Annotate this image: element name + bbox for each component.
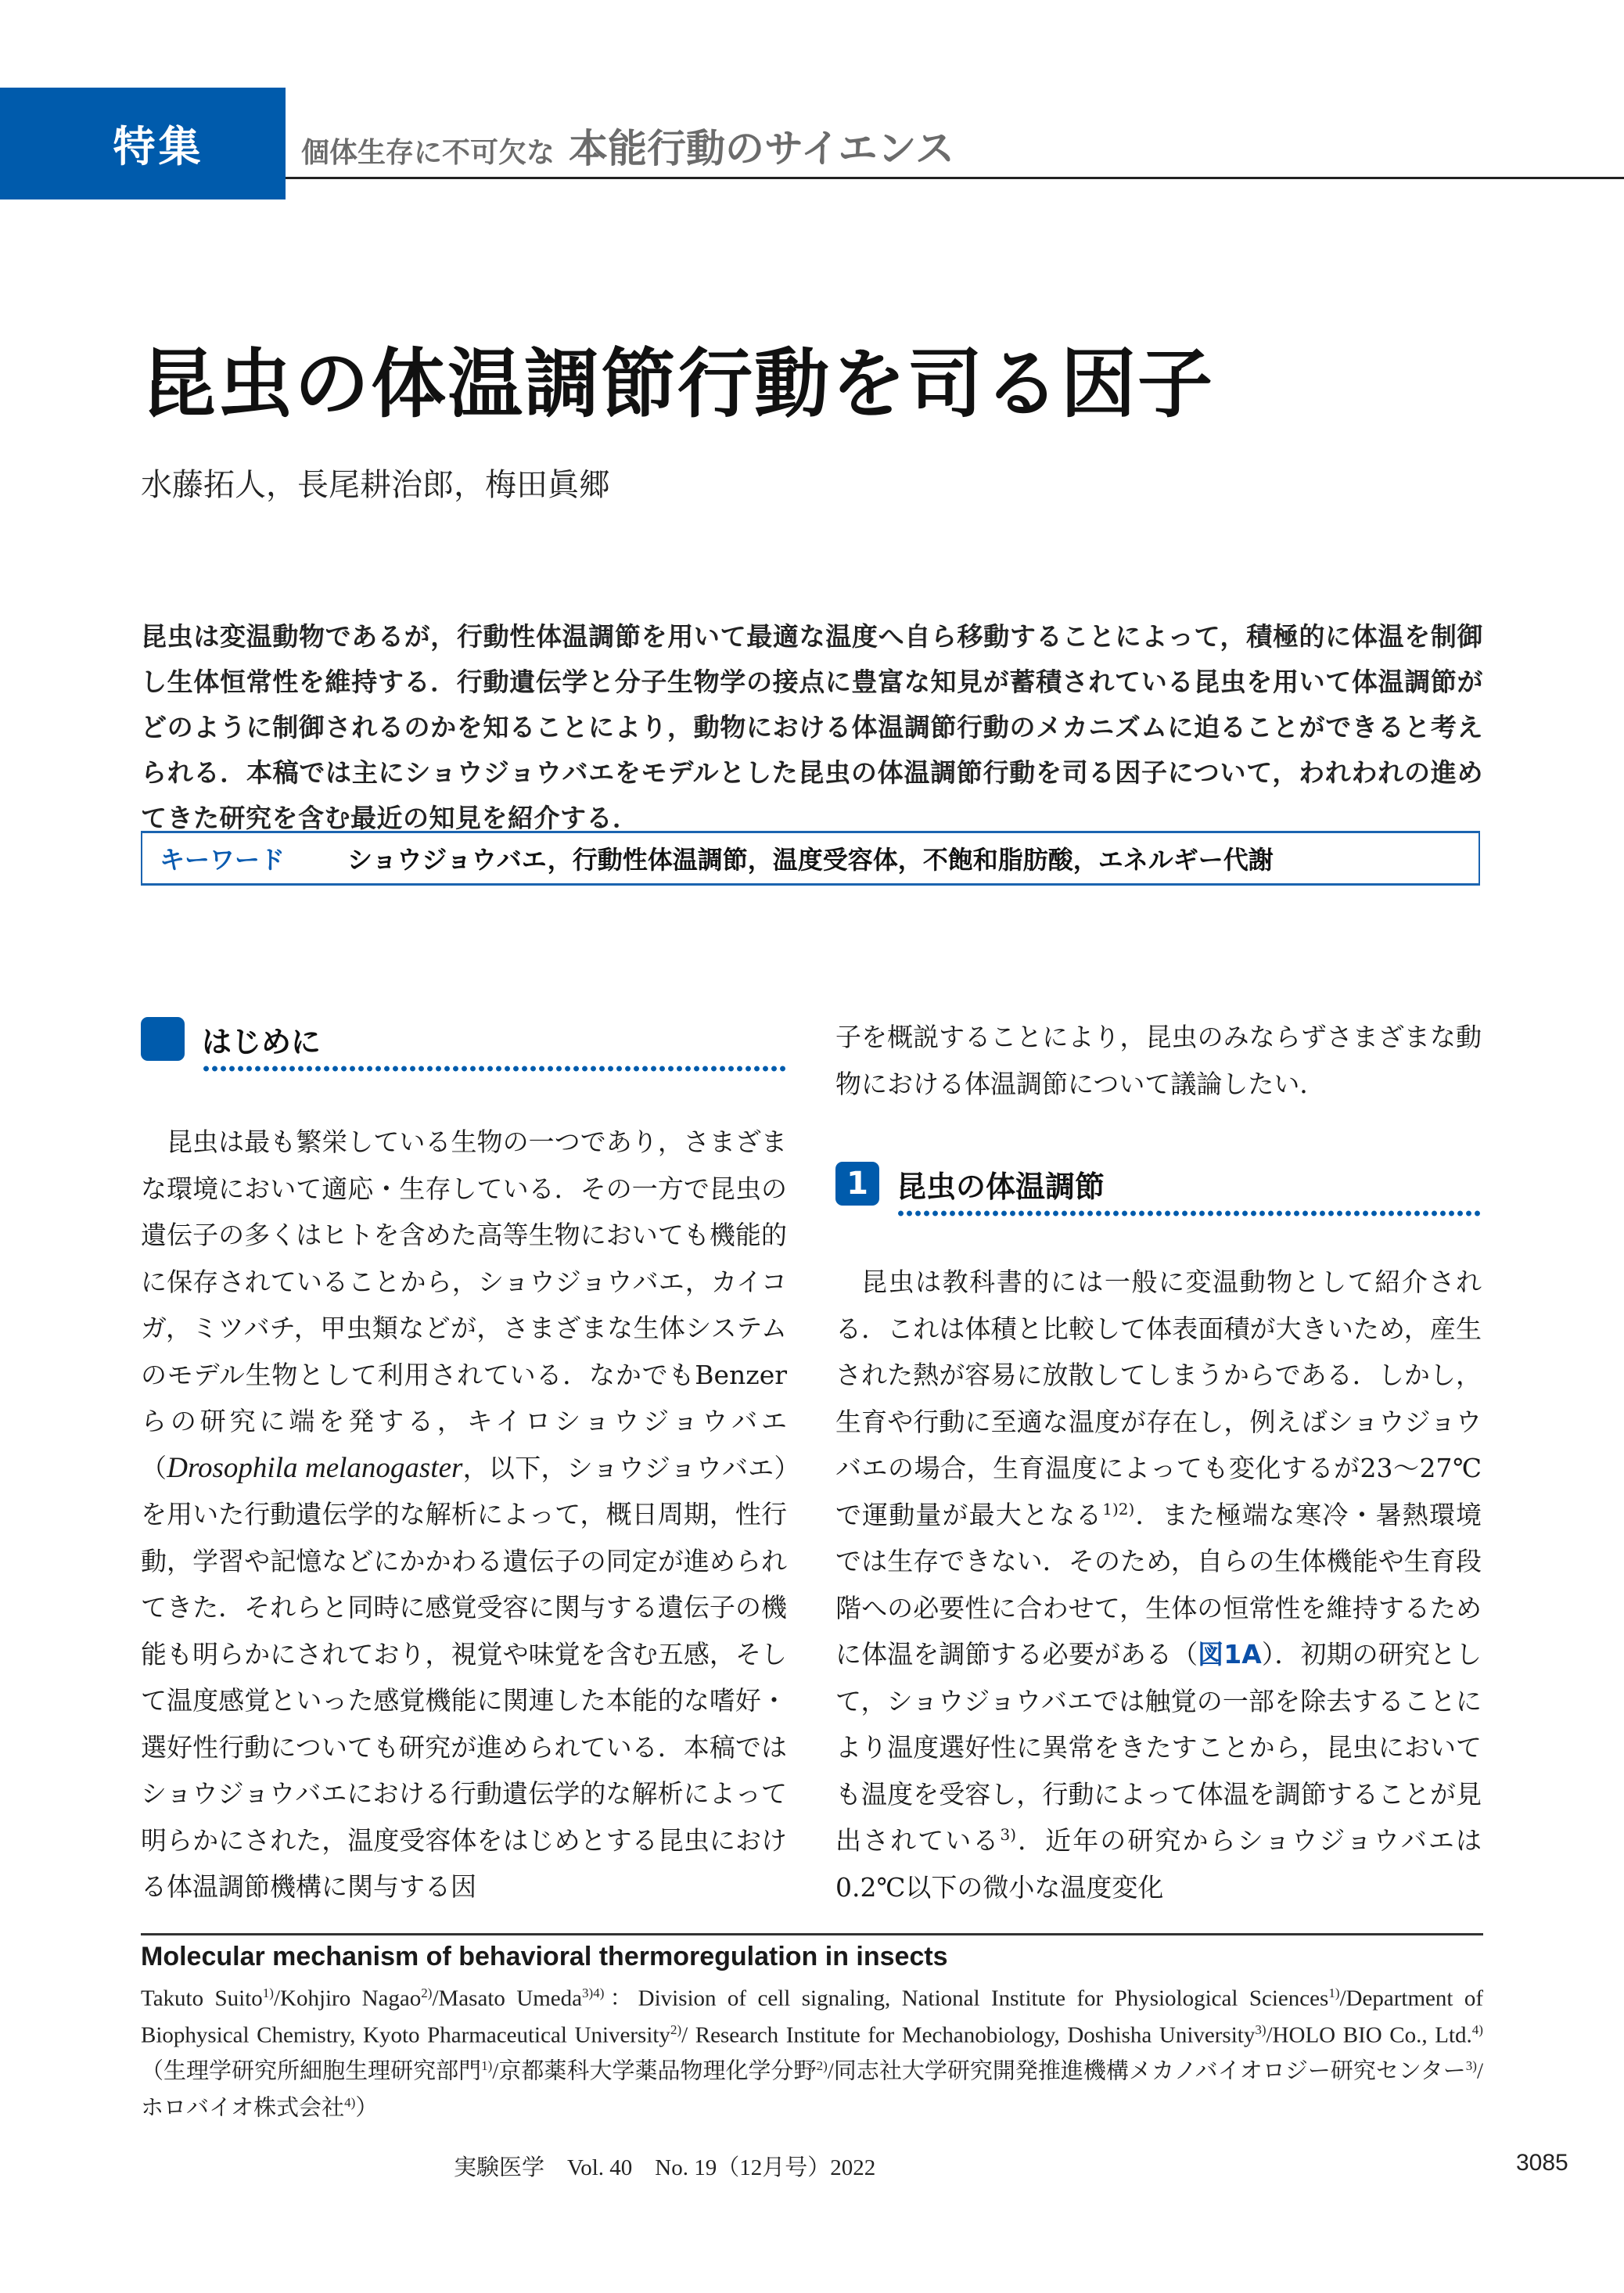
- superscript: 4): [344, 2094, 356, 2110]
- abstract: 昆虫は変温動物であるが，行動性体温調節を用いて最適な温度へ自ら移動することによって，積極的に体温を制御し生体恒常性を維持する．行動遺伝学と分子生物学の接点に豊富な知見が蓄積されている昆虫を用いて体温調節がどのように制御されるのかを知ることにより，動物における体温調節行動のメカニズムに迫ることができると考えられる．本稿では主にショウジョウバエをモデルとした昆虫の体温調節行動を司る因子について，われわれの進めてきた研究を含む最近の知見を紹介する．: [141, 621, 1484, 833]
- keyword: ショウジョウバエ ，: [347, 840, 573, 876]
- text-run: /京都薬科大学薬品物理化学分野: [492, 2058, 817, 2084]
- superscript: 1): [481, 2058, 493, 2074]
- english-title: Molecular mechanism of behavioral thermoregulation in insects: [141, 1942, 948, 1971]
- paragraph: [141, 1119, 787, 1910]
- text-run: ，以下，ショウジョウバエ）を用いた行動遺伝学的な解析によって，概日周期，性行動，学習や記憶などにかかわる遺伝子の同定が進められてきた．それらと同時に感覚受容に関与する遺伝子の機能も明らかにされており，視覚や味覚を含む五感，そして温度感覚といった感覚機能に関連した本能的な嗜好・選好性行動についても研究が進められている．本稿ではショウジョウバエにおける行動遺伝学的な解析によって明らかにされた，温度受容体をはじめとする昆虫における体温調節機構に関与する因: [141, 1452, 787, 1902]
- keyword-list: [347, 840, 1274, 876]
- section-marker: 1: [835, 1162, 879, 1206]
- section-marker: [141, 1017, 185, 1061]
- text-run: （生理学研究所細胞生理研究部門: [141, 2058, 482, 2084]
- text-run: /ホロバイオ株式会社: [141, 2058, 1483, 2121]
- figure-reference-link[interactable]: 図1A: [1198, 1639, 1262, 1669]
- keyword: エネルギー代謝: [1098, 845, 1274, 875]
- text-run: ：Division of cell signaling, National Institute for Physiological Sciences: [604, 1986, 1329, 2011]
- keyword: 温度受容体 ，: [773, 840, 923, 876]
- keyword-box: [141, 831, 1480, 886]
- superscript: 2): [670, 2022, 682, 2037]
- text-run: ）: [355, 2095, 379, 2121]
- left-column: [141, 1017, 787, 1910]
- text-run: ．また極端な寒冷・暑熱環境では生存できない．そのため，自らの生体機能や生育段階への必要性に合わせて，生体の恒常性を維持するために体温を調節する必要がある（: [835, 1499, 1482, 1669]
- keyword: 行動性体温調節 ，: [573, 840, 773, 876]
- header-rule: [286, 177, 1624, 179]
- text-run: 昆虫は教科書的には一般に変温動物として紹介される．これは体積と比較して体表面積が大きいため，産生された熱が容易に放散してしまうからである．しかし，生育や行動に至適な温度が存在し，例えばショウジョウバエの場合，生育温度によっても変化するが23～27℃で運動量が最大となる: [835, 1267, 1482, 1530]
- superscript: 2): [816, 2058, 828, 2074]
- section-heading-intro: [141, 1017, 787, 1061]
- section-heading-1: [835, 1162, 1482, 1206]
- affiliations: [141, 1978, 1483, 2124]
- text-run: /Department of Biophysical Chemistry, Kyoto Pharmaceutical University: [141, 1986, 1483, 2048]
- section-body: [141, 1119, 787, 1910]
- text-run: ．近年の研究からショウジョウバエは0.2℃以下の微小な温度変化: [835, 1825, 1482, 1903]
- section-dotted-rule: [202, 1066, 787, 1072]
- paragraph: [835, 1259, 1482, 1910]
- section-title: はじめに: [202, 1024, 322, 1059]
- superscript: 4): [1471, 2022, 1483, 2037]
- text-run: / Research Institute for Mechanobiology, Doshisha University: [681, 2022, 1256, 2048]
- section-dotted-rule: [896, 1210, 1482, 1217]
- section-title: 昆虫の体温調節: [896, 1169, 1105, 1204]
- superscript: 1): [262, 1986, 274, 2000]
- section-body: [835, 1259, 1482, 1910]
- series-title: 本能行動のサイエンス: [569, 126, 955, 171]
- text-run: /Kohjiro Nagao: [273, 1986, 422, 2011]
- citation[interactable]: 1)2): [1102, 1499, 1135, 1518]
- text-run: Takuto Suito: [141, 1986, 263, 2011]
- text-run: ）．初期の研究として，ショウジョウバエでは触覚の一部を除去することにより温度選好性に異常をきたすことから，昆虫においても温度を受容し，行動によって体温を調節することが見出されている: [835, 1639, 1482, 1856]
- right-column: [835, 1017, 1482, 1910]
- superscript: 3): [1255, 2022, 1267, 2037]
- citation[interactable]: 3): [1000, 1825, 1016, 1844]
- text-run: /HOLO BIO Co., Ltd.: [1266, 2022, 1472, 2048]
- series-heading: [301, 117, 954, 174]
- superscript: 2): [421, 1986, 433, 2000]
- keyword: 不飽和脂肪酸 ，: [923, 840, 1098, 876]
- superscript: 3)4): [582, 1986, 605, 2000]
- text-run: 昆虫は最も繁栄している生物の一つであり，さまざまな環境において適応・生存している．その一方で昆虫の遺伝子の多くはヒトを含めた高等生物においても機能的に保存されていることから，ショウジョウバエ，カイコガ，ミツバチ，甲虫類などが，さまざまな生体システムのモデル生物として利用されている．なかでもBenzerらの研究に端を発する，キイロショウジョウバエ（: [141, 1127, 788, 1483]
- journal-info: 実験医学 Vol. 40 No. 19（12月号）2022: [454, 2155, 876, 2180]
- keyword-label: キーワード: [160, 845, 286, 875]
- superscript: 1): [1328, 1986, 1340, 2000]
- footer-rule: [141, 1933, 1483, 1935]
- article-authors: 水藤拓人，長尾耕治郎，梅田眞郷: [141, 467, 610, 503]
- superscript: 3): [1465, 2058, 1477, 2074]
- page-number: 3085: [1516, 2150, 1568, 2176]
- feature-label: 特集: [113, 122, 204, 171]
- article-title: 昆虫の体温調節行動を司る因子: [141, 340, 1214, 428]
- section-body-continued: [835, 1014, 1482, 1107]
- text-run: /同志社大学研究開発推進機構メカノバイオロジー研究センター: [827, 2058, 1466, 2084]
- text-run: /Masato Umeda: [432, 1986, 583, 2011]
- species-name: Drosophila melanogaster: [167, 1451, 463, 1484]
- paragraph: 子を概説することにより，昆虫のみならずさまざまな動物における体温調節について議論したい．: [835, 1022, 1482, 1099]
- series-prefix: 個体生存に不可欠な: [301, 137, 555, 169]
